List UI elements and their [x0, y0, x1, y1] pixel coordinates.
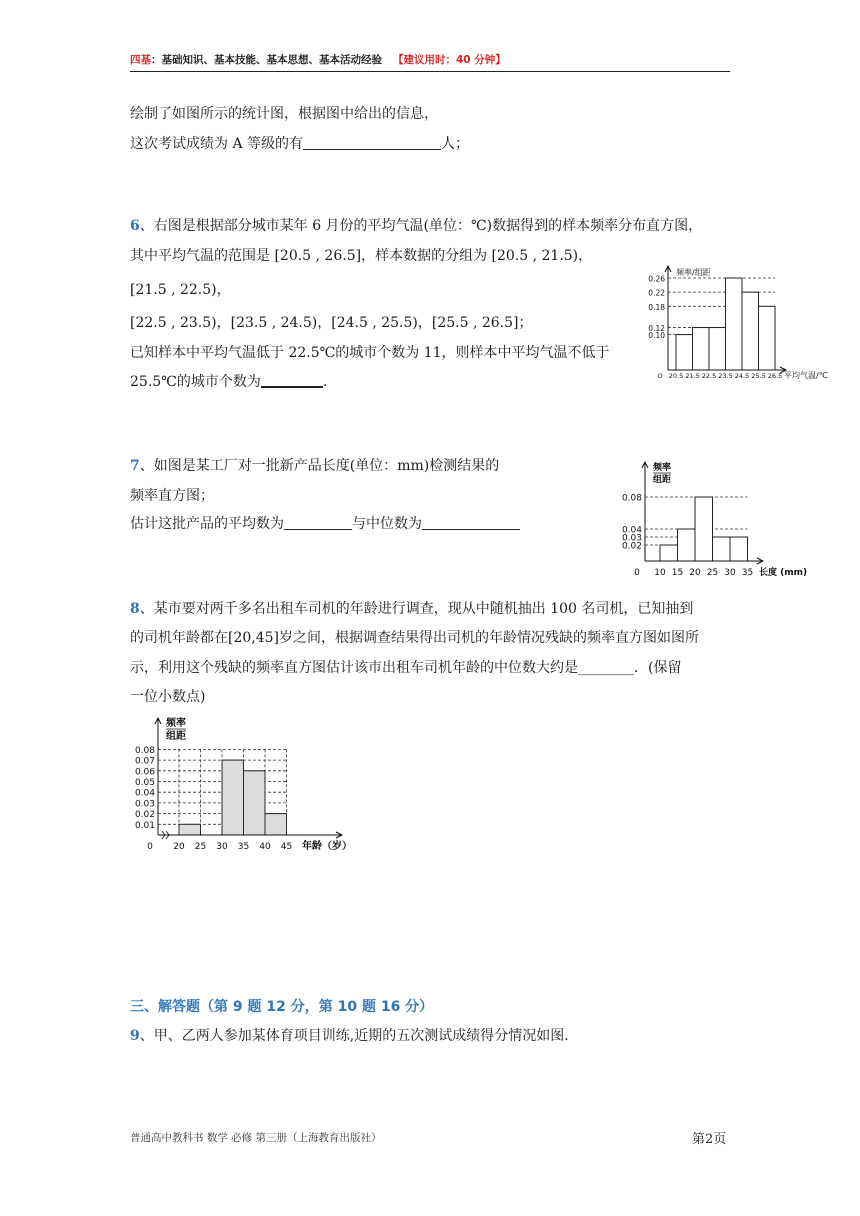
- x-tick-label: 30: [216, 842, 228, 852]
- origin-label: 0: [147, 842, 153, 852]
- q7-line2: 频率直方图；: [130, 488, 214, 504]
- y-tick-label: 0.10: [648, 331, 665, 341]
- q7-line1: [130, 456, 499, 476]
- chart-q7-length-histogram: [615, 456, 815, 594]
- q8-line2: 的司机年龄都在[20,45]岁之间，根据调查结果得出司机的年龄情况残缺的频率直方图如图所: [130, 630, 700, 646]
- x-tick-label: 20: [173, 842, 185, 852]
- x-tick-label: 10: [654, 568, 666, 578]
- histogram-bar: [742, 292, 759, 370]
- x-tick-label: 23.5: [718, 372, 733, 380]
- q5-line2: [130, 134, 469, 154]
- y-tick-label: 0.05: [134, 778, 155, 788]
- q5-line1: 绘制了如图所示的统计图，根据图中给出的信息，: [130, 106, 438, 122]
- histogram-bar: [726, 278, 743, 370]
- q6-answer-blank[interactable]: [261, 372, 323, 388]
- x-tick-label: 35: [237, 842, 250, 852]
- histogram-bar: [713, 537, 731, 561]
- y-tick-label: 0.18: [648, 302, 665, 312]
- y-tick-label: 0.08: [621, 493, 642, 504]
- q9-line1: [130, 1026, 569, 1046]
- q8-line4: 一位小数点): [130, 689, 206, 705]
- q8-text1: 、某市要对两千多名出租车司机的年龄进行调查，现从中随机抽出 100 名司机，已知抽到: [139, 601, 694, 617]
- chart-q8-age-histogram: [128, 712, 360, 858]
- q6-line2: 其中平均气温的范围是 [20.5 , 26.5]，样本数据的分组为 [20.5 , 21.5)，: [130, 248, 593, 264]
- page-header: [130, 52, 506, 67]
- chart-q6-temperature-histogram: [638, 262, 850, 392]
- q7-text1: 、如图是某工厂对一批新产品长度(单位：mm)检测结果的: [139, 458, 500, 474]
- q9-number: 9: [130, 1028, 140, 1044]
- x-tick-label: 45: [280, 842, 293, 852]
- q5-line2-end: 人；: [441, 136, 470, 152]
- x-tick-label: 20.5: [668, 372, 684, 380]
- y-tick-label: 0.04: [621, 525, 642, 536]
- q6-text1: 、右图是根据部分城市某年 6 月份的平均气温(单位：℃)数据得到的样本频率分布直方图，: [139, 218, 703, 234]
- q8-number: 8: [130, 601, 140, 617]
- q6-number: 6: [130, 218, 140, 234]
- x-tick-label: 40: [259, 842, 271, 852]
- q7-number: 7: [130, 458, 140, 474]
- header-prefix: 四基: [130, 54, 151, 66]
- q6-text6: 25.5℃的城市个数为: [130, 374, 261, 390]
- histogram-bar: [693, 328, 710, 370]
- x-tick-label: 21.5: [685, 372, 700, 380]
- y-tick-label: 0.07: [134, 756, 155, 767]
- histogram-bar: [695, 497, 713, 561]
- x-tick-label: 25: [706, 568, 719, 578]
- footer-page-number: 第2页: [692, 1132, 727, 1147]
- y-tick-label: 0.02: [134, 810, 155, 821]
- header-items: ：基础知识、基本技能、基本思想、基本活动经验: [151, 54, 382, 66]
- y-tick-label: 0.12: [648, 324, 665, 334]
- x-axis-label: 长度 (mm): [759, 568, 808, 578]
- histogram-bar: [660, 545, 678, 561]
- footer-book-title: 普通高中教科书 数学 必修 第三册（上海教育出版社）: [130, 1132, 382, 1144]
- histogram-bar: [244, 771, 266, 835]
- q7-text3b: 与中位数为: [352, 516, 422, 532]
- header-time: 【建议用时：40 分钟】: [392, 54, 506, 66]
- q9-text1: 、甲、乙两人参加某体育项目训练,近期的五次测试成绩得分情况如图.: [139, 1028, 569, 1044]
- y-tick-label: 0.08: [134, 745, 155, 756]
- y-axis-label: 频率/组距: [676, 268, 711, 277]
- q5-line2-text: 这次考试成绩为 A 等级的有: [130, 136, 304, 152]
- q6-line6: [130, 372, 327, 392]
- y-tick-label: 0.02: [621, 541, 642, 552]
- x-tick-label: 15: [671, 568, 684, 578]
- y-tick-label: 0.06: [134, 767, 155, 778]
- histogram-bar: [678, 529, 696, 561]
- q8-line3: 示，利用这个残缺的频率直方图估计该市出租车司机年龄的中位数大约是________．(保留: [130, 660, 682, 676]
- y-axis-label-bottom: 组距: [653, 475, 672, 485]
- histogram-bar: [730, 537, 748, 561]
- header-rule: [130, 71, 730, 72]
- q7-median-blank[interactable]: [422, 515, 520, 530]
- q7-line3: [130, 514, 520, 534]
- q6-line1: [130, 216, 702, 236]
- q7-mean-blank[interactable]: [284, 515, 352, 530]
- x-tick-label: 26.5: [767, 372, 783, 380]
- x-tick-label: 22.5: [701, 372, 717, 380]
- q6-line5: 已知样本中平均气温低于 22.5℃的城市个数为 11，则样本中平均气温不低于: [130, 345, 610, 361]
- y-tick-label: 0.26: [648, 274, 665, 284]
- q8-line1: [130, 599, 693, 619]
- y-axis-label-top: 频率: [166, 718, 186, 729]
- histogram-bar: [676, 335, 693, 370]
- histogram-bar: [265, 814, 287, 835]
- q6-line3: [21.5 , 22.5)，: [130, 282, 231, 298]
- q6-text6-end: .: [322, 374, 328, 390]
- histogram-bar: [179, 824, 201, 835]
- section-3-title: 三、解答题（第 9 题 12 分，第 10 题 16 分）: [130, 999, 434, 1015]
- q5-answer-blank[interactable]: [303, 135, 441, 150]
- q7-text3a: 估计这批产品的平均数为: [130, 516, 284, 532]
- x-tick-label: 35: [741, 568, 754, 578]
- x-tick-label: 25.5: [751, 372, 766, 380]
- origin-label: 0: [634, 568, 640, 578]
- histogram-bar: [709, 328, 726, 370]
- y-axis-label-top: 频率: [653, 463, 672, 473]
- x-axis-label: 年龄（岁）: [302, 841, 352, 852]
- x-tick-label: 24.5: [734, 372, 750, 380]
- x-tick-label: 25: [194, 842, 207, 852]
- origin-label: O: [657, 372, 663, 380]
- x-axis-label: 平均气温/℃: [784, 371, 828, 380]
- y-tick-label: 0.03: [621, 533, 642, 544]
- y-tick-label: 0.01: [134, 820, 155, 831]
- y-tick-label: 0.22: [648, 288, 665, 298]
- x-tick-label: 30: [724, 568, 736, 578]
- y-axis-label-bottom: 组距: [166, 731, 186, 742]
- histogram-bar: [222, 760, 244, 835]
- histogram-bar: [759, 306, 776, 370]
- y-tick-label: 0.03: [134, 799, 155, 810]
- y-tick-label: 0.04: [134, 788, 155, 799]
- q6-line4: [22.5 , 23.5)，[23.5 , 24.5)，[24.5 , 25.5)，[25.5 , 26.5]；: [130, 315, 533, 331]
- x-tick-label: 20: [689, 568, 701, 578]
